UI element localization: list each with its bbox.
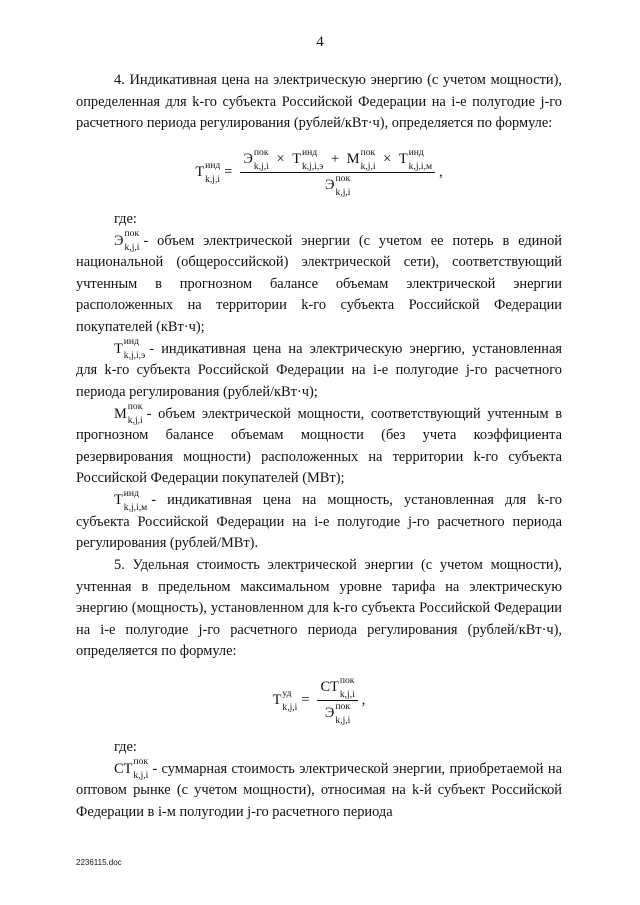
fraction2-numerator: СТ пок k,j,i — [317, 677, 357, 702]
formula2-lhs: Т уд k,j,i — [272, 687, 298, 713]
where-label-2: где: — [114, 739, 137, 756]
paragraph-5: 5. Удельная стоимость электрической энергии (с учетом мощности), учтенная в предельном максимальном уровне тарифа на электрическую энергию (мощность), установленном для k-го субъекта Российской Федерации на i-е полугодие j-го расчетного периода регулирования (рублей/кВт·ч), определяется по формуле: — [76, 556, 562, 660]
formula2-comma: , — [361, 692, 366, 709]
document-body — [76, 70, 562, 824]
formula-lhs: Т инд k,j,i — [195, 159, 221, 185]
equals-sign-2: = — [301, 692, 310, 709]
definition-capacity-volume: М пок k,j,i - объем электрической мощности, соответствующий учтенным в прогнозном балансе объемам мощности (без учета коэффициента резервирования мощности) расположенных на территории k-го субъекта Российской Федерации покупателей (МВт); — [76, 401, 562, 487]
formula-comma: , — [439, 164, 443, 181]
fraction-numerator: Э пок k,j,i × Т инд k,j,i,э + М пок k,j,i × Т инд k,j,i,м — [240, 149, 435, 174]
definition-indicative-energy-price: Т инд k,j,i,э - индикативная цена на электрическую энергию, установленная для k-го субъекта Российской Федерации на i-е полугодие j-го расчетного периода регулирования (рублей/кВт·ч); — [76, 336, 562, 400]
document-filename: 2236115.doc — [76, 858, 122, 867]
definition-total-cost: СТ пок k,j,i - суммарная стоимость электрической энергии, приобретаемой на оптовом рынке (с учетом мощности), относимая на k-й субъект Российской Федерации в i-м полугодии j-го расчетного периода — [76, 756, 562, 820]
page-number: 4 — [316, 34, 324, 50]
formula-fraction — [240, 146, 435, 199]
fraction2-denominator: Э пок k,j,i — [324, 701, 351, 727]
where-label-1: где: — [114, 210, 137, 227]
formula-indicative-price — [76, 146, 562, 199]
fraction-denominator: Э пок k,j,i — [325, 173, 351, 199]
formula2-fraction — [317, 674, 357, 727]
formula-unit-cost — [76, 674, 562, 727]
definition-indicative-capacity-price: Т инд k,j,i,м - индикативная цена на мощность, установленная для k-го субъекта Российской Федерации на i-е полугодие j-го расчетного периода регулирования (рублей/МВт). — [76, 487, 562, 552]
equals-sign: = — [224, 164, 233, 181]
definition-energy-volume: Э пок k,j,i - объем электрической энергии (с учетом ее потерь в единой национальной (общероссийской) электрической сети), соответствующий учтенным в прогнозном балансе объемам электрической энергии расположенных на территории k-го субъекта Российской Федерации покупателей (кВт·ч); — [76, 228, 562, 336]
paragraph-4: 4. Индикативная цена на электрическую энергию (с учетом мощности), определенная для k-го субъекта Российской Федерации на i-е полугодие j-го расчетного периода регулирования (рублей/кВт·ч), определяется по формуле: — [76, 72, 562, 132]
